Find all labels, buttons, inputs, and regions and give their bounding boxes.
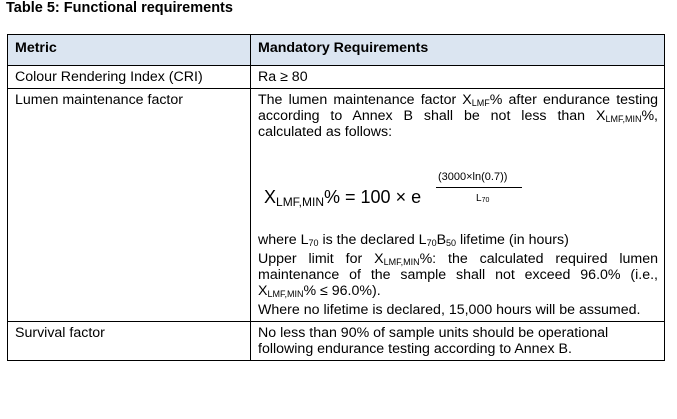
functional-requirements-table	[7, 34, 665, 361]
lumen-intro-text: The lumen maintenance factor $X_{LMF}\%$ after endurance testing according to Annex B shall be not less than $X_{LMF,MIN}\%$, calculated as follows:	[258, 92, 658, 140]
metric-cell-lumen-maintenance: Lumen maintenance factor	[8, 89, 251, 322]
requirement-cell-cri: Ra ≥ 80	[251, 66, 665, 89]
requirement-cell-lumen-maintenance	[251, 89, 665, 322]
requirement-cell-survival-factor: No less than 90% of sample units should be operational following endurance testing according to Annex B.	[251, 322, 665, 361]
metric-cell-cri: Colour Rendering Index (CRI)	[8, 66, 251, 89]
table-row-lumen-maintenance	[8, 89, 665, 322]
table-header-row	[8, 35, 665, 66]
metric-cell-survival-factor: Survival factor	[8, 322, 251, 361]
no-lifetime-text: Where no lifetime is declared, 15,000 hours will be assumed.	[258, 302, 641, 318]
header-mandatory-requirements: Mandatory Requirements	[251, 35, 665, 66]
formula-lhs: $X_{LMF,MIN}\% = 100 \times e$	[264, 187, 422, 209]
formula-exponent-denominator: $L_{70}$	[476, 193, 490, 204]
upper-limit-text: Upper limit for $X_{LMF,MIN}\%$: the calculated required lumen maintenance of the sample shall not exceed 96.0% (i.e., $X_{LMF,MIN}\% \le 96.0\%$).	[258, 251, 658, 299]
lumen-formula	[258, 140, 658, 232]
header-metric: Metric	[8, 35, 251, 66]
formula-exponent-numerator: (3000×ln(0.7))	[438, 171, 508, 183]
lifetime-definition-text: where $L_{70}$ is the declared $L_{70}B_{50}$ lifetime (in hours)	[258, 232, 569, 248]
table-caption: Table 5: Functional requirements	[6, 0, 233, 16]
table-row-cri	[8, 66, 665, 89]
table-row-survival-factor	[8, 322, 665, 361]
formula-fraction-bar	[436, 187, 522, 188]
